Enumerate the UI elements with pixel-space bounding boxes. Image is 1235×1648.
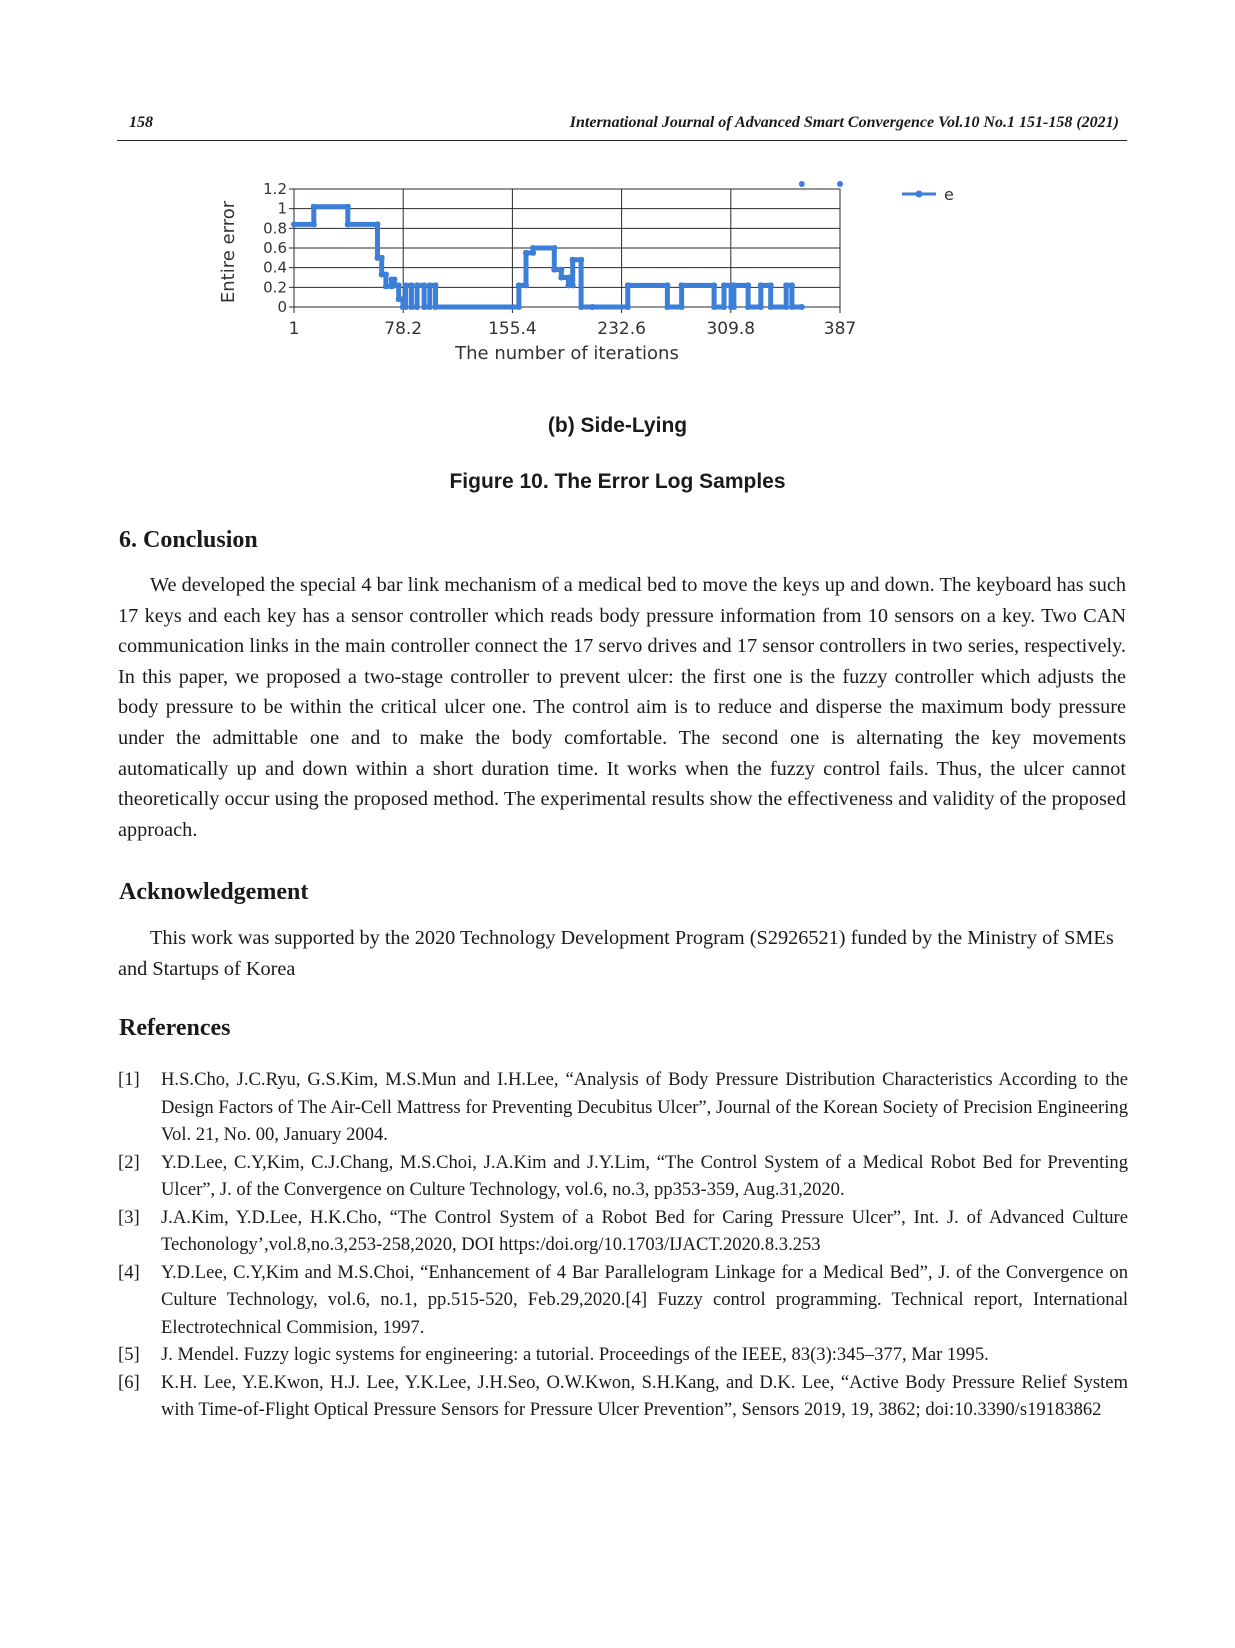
data-point [679,304,685,310]
data-point [565,275,571,281]
data-point [745,304,751,310]
data-point [530,245,536,251]
y-axis-label: Entire error [218,200,239,304]
data-point [711,282,717,288]
acknowledgement-heading: Acknowledgement [119,879,309,905]
error-log-chart [218,180,1020,394]
data-point [625,282,631,288]
data-point [799,304,805,310]
x-tick-label: 232.6 [597,319,646,339]
x-tick-label: 78.2 [384,319,423,339]
data-point [679,282,685,288]
reference-text: K.H. Lee, Y.E.Kwon, H.J. Lee, Y.K.Lee, J.H.Seo, O.W.Kwon, S.H.Kang, and D.K. Lee, “Active Body Pressure Relief System with Time-of-Flight Optical Pressure Sensors for Pressure Ulcer Prevention”, Sensors 2019, 19, 3862; doi:10.3390/s19183862 [161,1371,1128,1420]
chart-svg [218,180,1020,394]
reference-item [118,1149,1128,1204]
y-tick-label: 0.6 [263,239,287,257]
page-number: 158 [129,114,153,131]
data-point [432,304,438,310]
data-point [383,283,389,289]
data-point [374,221,380,227]
data-point [523,282,529,288]
reference-number: [1] [118,1069,140,1090]
data-point [758,304,764,310]
data-point [570,257,576,263]
data-point [311,204,317,210]
data-point [783,282,789,288]
journal-title: International Journal of Advanced Smart Convergence Vol.10 No.1 151-158 (2021) [569,114,1119,131]
reference-item [118,1259,1128,1342]
reference-text: J. Mendel. Fuzzy logic systems for engineering: a tutorial. Proceedings of the IEEE, 83(3):345–377, Mar 1995. [161,1344,989,1365]
y-tick-label: 1 [277,199,287,218]
reference-text: Y.D.Lee, C.Y,Kim, C.J.Chang, M.S.Choi, J.A.Kim and J.Y.Lim, “The Control System of a Medical Robot Bed for Preventing Ulcer”, J. of the Convergence on Culture Technology, vol.6, no.3, pp353-359, Aug.31,2020. [161,1151,1128,1200]
data-point [789,282,795,288]
reference-item [118,1369,1128,1424]
data-point [516,304,522,310]
conclusion-heading: 6. Conclusion [119,527,258,553]
data-point [799,181,805,187]
data-point [311,221,317,227]
data-point [403,282,409,288]
reference-number: [3] [118,1206,140,1228]
data-point [570,282,576,288]
data-point [345,204,351,210]
x-tick-label: 309.8 [706,319,756,339]
data-point [589,304,595,310]
data-point [551,267,557,273]
data-point [768,304,774,310]
data-point [345,221,351,227]
data-point [721,304,727,310]
reference-number: [5] [118,1344,140,1365]
reference-number: [4] [118,1261,140,1283]
data-point [391,276,397,282]
x-tick-label: 1 [288,319,300,339]
data-point [400,296,406,302]
data-point [837,181,843,187]
y-tick-label: 0 [277,298,287,316]
data-point [758,282,764,288]
data-point [745,282,751,288]
y-tick-label: 0.4 [263,258,287,277]
reference-item [118,1066,1128,1149]
data-point [421,282,427,288]
data-point [558,275,564,281]
data-point [408,304,414,310]
data-point [558,267,564,273]
reference-number: [6] [118,1371,140,1393]
data-point [427,282,433,288]
data-point [421,304,427,310]
figure-caption: Figure 10. The Error Log Samples [449,470,786,493]
reference-number: [2] [118,1151,140,1173]
y-tick-label: 0.8 [263,219,287,238]
conclusion-paragraph: We developed the special 4 bar link mechanism of a medical bed to move the keys up and down. The keyboard has such 17 keys and each key has a sensor controller which reads body pressure information from 10 sensors on a key. Two CAN communication links in the main controller connect the 17 servo drives and 17 sensor controllers in two series, respectively. In this paper, we proposed a two-stage controller to prevent ulcer: the first one is the fuzzy controller which adjusts the body pressure to be within the critical ulcer one. The control aim is to reduce and disperse the maximum body pressure under the admittable one and to make the body comfortable. The second one is alternating the key movements automatically up and down within a short duration time. It works when the fuzzy control fails. Thus, the ulcer cannot theoretically occur using the proposed method. The experimental results show the effectiveness and validity of the proposed approach. [118,574,1126,841]
data-point [578,304,584,310]
data-point [721,282,727,288]
reference-text: H.S.Cho, J.C.Ryu, G.S.Kim, M.S.Mun and I.H.Lee, “Analysis of Body Pressure Distribution Characteristics According to the Design Factors of The Air-Cell Mattress for Preventing Decubitus Ulcer”, Journal of the Korean Society of Precision Engineering Vol. 21, No. 00, January 2004. [161,1069,1128,1145]
data-point [516,282,522,288]
references-heading: References [119,1015,231,1041]
data-point [768,282,774,288]
data-point [427,304,433,310]
data-point [625,304,631,310]
x-axis-label: The number of iterations [455,343,679,364]
data-point [731,304,737,310]
data-point [711,304,717,310]
data-point [664,282,670,288]
data-point [396,282,402,288]
data-point [408,282,414,288]
reference-text: Y.D.Lee, C.Y,Kim and M.S.Choi, “Enhancement of 4 Bar Parallelogram Linkage for a Medical Bed”, J. of the Convergence on Culture Technology, vol.6, no.1, pp.515-520, Feb.29,2020.[4] Fuzzy control programming. Technical report, International Electrotechnical Commision, 1997. [161,1261,1128,1338]
x-tick-label: 387 [823,319,857,339]
data-point [551,245,557,251]
legend-label: e [944,185,954,204]
data-point [414,304,420,310]
y-tick-label: 0.2 [263,278,287,297]
data-point [731,282,737,288]
legend-marker [916,191,923,198]
data-point [403,304,409,310]
figure-subcaption: (b) Side-Lying [547,414,688,437]
reference-list [118,1066,1128,1424]
data-point [578,257,584,263]
data-point [523,250,529,256]
data-point [789,304,795,310]
reference-item [118,1204,1128,1259]
series-line-e [294,207,802,307]
data-point [379,255,385,261]
data-point [291,221,297,227]
data-point [432,282,438,288]
page-header [117,110,1127,141]
reference-text: J.A.Kim, Y.D.Lee, H.K.Cho, “The Control System of a Robot Bed for Caring Pressure Ulcer”, Int. J. of Advanced Culture Techonology’,vol.8,no.3,253-258,2020, DOI https:/doi.org/10.1703/IJACT.2020.8.3.253 [161,1206,1128,1255]
x-tick-label: 155.4 [488,319,537,339]
data-point [383,272,389,278]
data-point [664,304,670,310]
data-point [783,304,789,310]
y-tick-label: 1.2 [263,180,287,198]
acknowledgement-paragraph: This work was supported by the 2020 Technology Development Program (S2926521) funded by the Ministry of SMEs and Startups of Korea [118,927,1114,980]
reference-item [118,1341,1128,1369]
data-point [414,282,420,288]
